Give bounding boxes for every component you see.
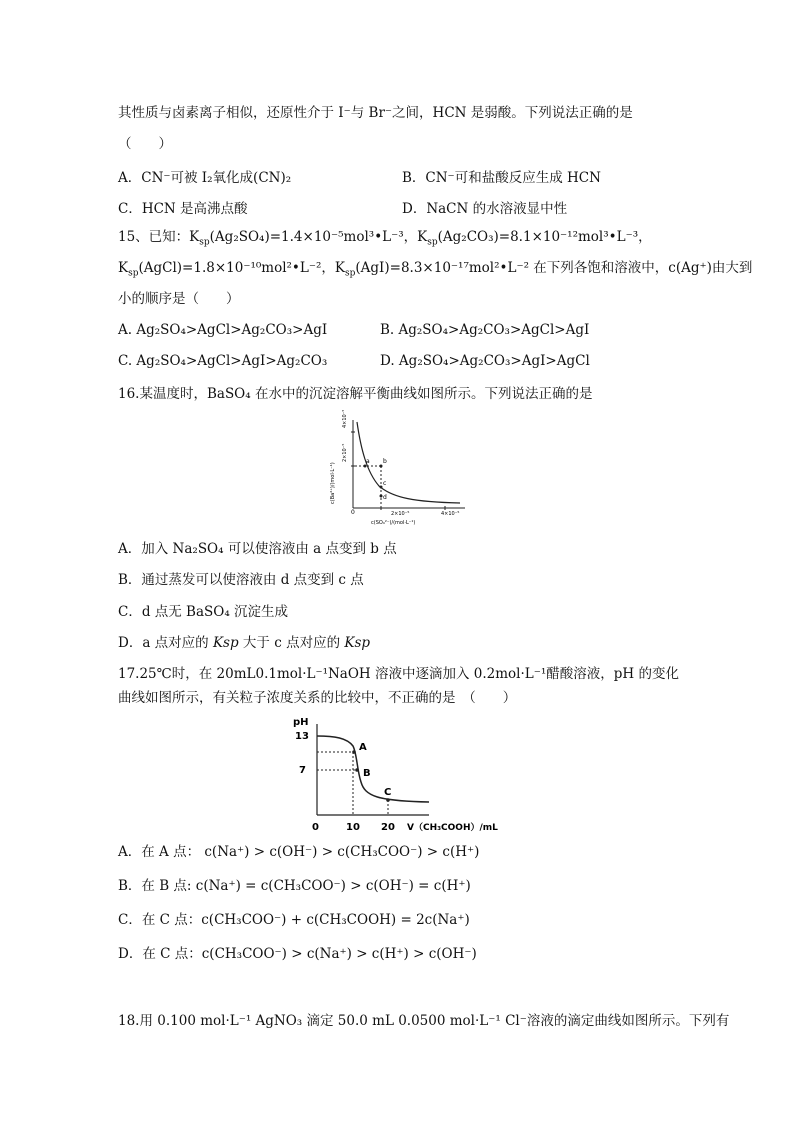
q17-stem-line1: 17.25℃时，在 20mL0.1mol·L⁻¹NaOH 溶液中逐滴加入 0.2mol·L⁻¹醋酸溶液，pH 的变化 bbox=[118, 666, 679, 682]
y-tick-mid: 2×10⁻⁵ bbox=[342, 443, 348, 462]
label-b: b bbox=[383, 458, 387, 465]
q16-stem: 16.某温度时，BaSO₄ 在水中的沉淀溶解平衡曲线如图所示。下列说法正确的是 bbox=[118, 386, 593, 402]
q14-option-a: A．CN⁻可被 I₂氧化成(CN)₂ bbox=[118, 170, 292, 186]
q14-answer-blank: （ ） bbox=[118, 136, 172, 152]
label-C: C bbox=[384, 787, 392, 798]
q15-option-b: B. Ag₂SO₄>Ag₂CO₃>AgCl>AgI bbox=[380, 322, 590, 338]
q14-option-b: B．CN⁻可和盐酸反应生成 HCN bbox=[402, 170, 601, 186]
point-C bbox=[386, 798, 390, 802]
x-tick-10: 10 bbox=[346, 822, 360, 833]
q16-option-c: C．d 点无 BaSO₄ 沉淀生成 bbox=[118, 604, 289, 620]
q16-option-a: A．加入 Na₂SO₄ 可以使溶液由 a 点变到 b 点 bbox=[118, 541, 397, 557]
q16-option-d: D．a 点对应的 Ksp 大于 c 点对应的 Ksp bbox=[118, 635, 371, 651]
q16-option-b: B．通过蒸发可以使溶液由 d 点变到 c 点 bbox=[118, 572, 364, 588]
q15-stem-line1: 15、已知：$K_{sp}(Ag_2SO_4)=1.4\times 10^{-5}mol^3•L^{-3}$，$K_{sp}(Ag_2CO_3)=8.1\times 10^{-12}mol^3•L^{-3}$， bbox=[118, 229, 652, 248]
label-A: A bbox=[359, 742, 367, 753]
x-tick-mid: 2×10⁻⁵ bbox=[391, 511, 410, 517]
q14-option-d: D．NaCN 的水溶液显中性 bbox=[402, 201, 568, 217]
label-c: c bbox=[383, 480, 387, 487]
q16-solubility-graph bbox=[315, 410, 475, 530]
y-tick-7: 7 bbox=[299, 765, 306, 776]
q17-option-a: A．在 A 点： c(Na⁺) > c(OH⁻) > c(CH₃COO⁻) > c(H⁺) bbox=[118, 844, 480, 860]
x-tick-20: 20 bbox=[381, 822, 395, 833]
label-a: a bbox=[366, 458, 370, 465]
q15-option-a: A. Ag₂SO₄>AgCl>Ag₂CO₃>AgI bbox=[118, 322, 328, 338]
q14-option-c: C．HCN 是高沸点酸 bbox=[118, 201, 248, 217]
ph-axis-label: pH bbox=[293, 717, 309, 728]
y-tick-13: 13 bbox=[295, 731, 309, 742]
q17-titration-graph bbox=[285, 712, 515, 837]
q17-stem-line2: 曲线如图所示，有关粒子浓度关系的比较中，不正确的是 （ ） bbox=[118, 690, 517, 706]
q15-option-c: C. Ag₂SO₄>AgCl>AgI>Ag₂CO₃ bbox=[118, 353, 328, 369]
x-axis-label: c(SO₄²⁻)/(mol·L⁻¹) bbox=[371, 520, 416, 526]
y-axis-label: c(Ba²⁺)/(mol·L⁻¹) bbox=[330, 462, 336, 504]
q15-option-d: D. Ag₂SO₄>Ag₂CO₃>AgI>AgCl bbox=[380, 353, 590, 369]
label-d: d bbox=[383, 494, 387, 501]
q15-stem-line2: $K_{sp}(AgCl)=1.8\times 10^{-10}mol^2•L^{-2}$，$K_{sp}(AgI)=8.3\times 10^{-17}mol^2•L^{-2}$ 在下列各饱和溶液中，c(Ag⁺)由大到 bbox=[118, 260, 753, 279]
q17-option-b: B．在 B 点: c(Na⁺) = c(CH₃COO⁻) > c(OH⁻) = c(H⁺) bbox=[118, 878, 471, 894]
ph-curve bbox=[317, 736, 429, 802]
point-A bbox=[352, 750, 356, 754]
x-tick-right: 4×10⁻⁵ bbox=[441, 511, 460, 517]
q18-stem-line: 18.用 0.100 mol·L⁻¹ AgNO₃ 滴定 50.0 mL 0.0500 mol·L⁻¹ Cl⁻溶液的滴定曲线如图所示。下列有 bbox=[118, 1013, 730, 1029]
q15-stem-line3: 小的顺序是（ ） bbox=[118, 291, 240, 307]
y-tick-top: 4×10⁻⁵ bbox=[342, 410, 348, 428]
point-B bbox=[355, 768, 359, 772]
origin-label: 0 bbox=[351, 509, 355, 516]
origin-label: 0 bbox=[312, 822, 319, 833]
equilibrium-curve bbox=[357, 422, 460, 503]
q17-option-c: C．在 C 点：c(CH₃COO⁻) + c(CH₃COOH) = 2c(Na⁺) bbox=[118, 912, 470, 928]
x-axis-label: V（CH₃COOH）/mL bbox=[407, 823, 498, 833]
q17-option-d: D．在 C 点：c(CH₃COO⁻) > c(Na⁺) > c(H⁺) > c(OH⁻) bbox=[118, 946, 477, 962]
label-B: B bbox=[363, 768, 371, 779]
q14-stem-line: 其性质与卤素离子相似，还原性介于 I⁻与 Br⁻之间，HCN 是弱酸。下列说法正确的是 bbox=[118, 105, 633, 121]
